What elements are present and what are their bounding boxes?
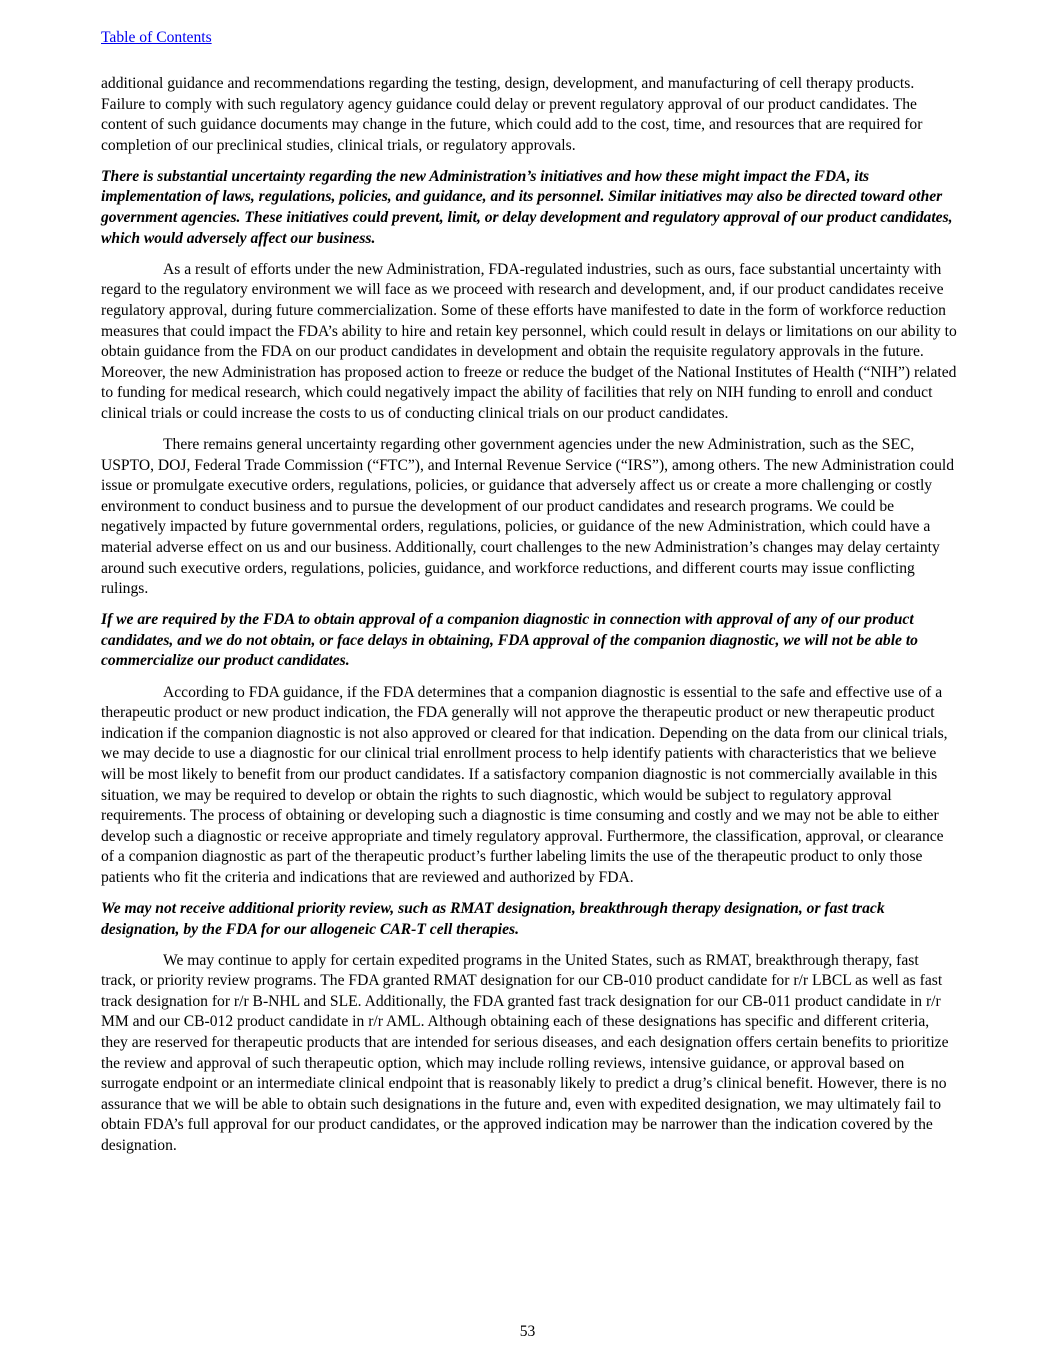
risk-heading: If we are required by the FDA to obtain approval of a companion diagnostic in connection with approval of any of our product candidates, and we do not obtain, or face delays in obtaining, FDA approval of the companion diagnostic, we will not be able to commercialize our product candidates. bbox=[101, 611, 918, 670]
body-paragraph: As a result of efforts under the new Administration, FDA-regulated industries, such as ours, face substantial uncertainty with regard to the regulatory environment we will face as we proceed with research and development, and, if our product candidates receive regulatory approval, during future commercialization. Some of these efforts have manifested to date in the form of workforce reduction measures that could impact the FDA’s ability to hire and retain key personnel, which could result in delays or limitations on our ability to obtain guidance from the FDA on our product candidates in development and obtain the requisite regulatory approvals in the future. Moreover, the new Administration has proposed action to freeze or reduce the budget of the National Institutes of Health (“NIH”) related to funding for medical research, which could negatively impact the ability of facilities that rely on NIH funding to enroll and conduct clinical trials or could increase the costs to us of conducting clinical trials on our product candidates. bbox=[101, 260, 957, 422]
body-paragraph: According to FDA guidance, if the FDA determines that a companion diagnostic is essential to the safe and effective use of a therapeutic product or new product indication, the FDA generally will not approve the therapeutic product or new therapeutic product indication if the companion diagnostic is not also approved or cleared for that indication. Depending on the data from our clinical trials, we may decide to use a diagnostic for our clinical trial enrollment process to help identify patients with characteristics that we believe will be most likely to benefit from our product candidates. If a satisfactory companion diagnostic is not commercially available in this situation, we may be required to develop or obtain the rights to such diagnostic, which would be subject to regulatory approval requirements. The process of obtaining or developing such a diagnostic is time consuming and costly and we may not be able to either develop such a diagnostic or receive appropriate and timely regulatory approval. Furthermore, the classification, approval, or clearance of a companion diagnostic as part of the therapeutic product’s further labeling limits the use of the therapeutic product to only those patients who fit the criteria and indications that are reviewed and authorized by FDA. bbox=[101, 683, 948, 886]
document-body bbox=[101, 74, 957, 1167]
body-paragraph: We may continue to apply for certain expedited programs in the United States, such as RMAT, breakthrough therapy, fast track, or priority review programs. The FDA granted RMAT designation for our CB-010 product candidate for r/r LBCL as well as fast track designation for r/r B-NHL and SLE. Additionally, the FDA granted fast track designation for our CB-011 product candidate in r/r MM and our CB-012 product candidate in r/r AML. Although obtaining each of these designations has specific and different criteria, they are reserved for therapeutic products that are intended for serious diseases, and each designation offers certain benefits to prioritize the review and approval of such therapeutic option, which may include rolling reviews, intensive guidance, or approval based on surrogate endpoint or an intermediate clinical endpoint that is reasonably likely to predict a drug’s clinical benefit. However, there is no assurance that we will be able to obtain such designations in the future and, even with expedited designation, we may ultimately fail to obtain FDA’s full approval for our product candidates, or the approved indication may be narrower than the indication covered by the designation. bbox=[101, 951, 949, 1154]
page-number: 53 bbox=[519, 1323, 536, 1340]
table-of-contents-link[interactable]: Table of Contents bbox=[101, 29, 212, 46]
risk-heading: We may not receive additional priority review, such as RMAT designation, breakthrough therapy designation, or fast track designation, by the FDA for our allogeneic CAR-T cell therapies. bbox=[101, 899, 885, 938]
body-paragraph: There remains general uncertainty regarding other government agencies under the new Administration, such as the SEC, USPTO, DOJ, Federal Trade Commission (“FTC”), and Internal Revenue Service (“IRS”), among others. The new Administration could issue or promulgate executive orders, regulations, policies, or guidance that adversely affect us or create a more challenging or costly environment to conduct business and to pursue the development of our product candidates and research programs. We could be negatively impacted by future governmental orders, regulations, policies, or guidance of the new Administration, which could have a material adverse effect on us and our business. Additionally, court challenges to the new Administration’s changes may delay certainty around such executive orders, regulations, policies, guidance, and workforce reductions, and different courts may issue conflicting rulings. bbox=[101, 436, 955, 598]
paragraph-continuation: additional guidance and recommendations regarding the testing, design, development, and manufacturing of cell therapy products. Failure to comply with such regulatory agency guidance could delay or prevent regulatory approval of our product candidates. The content of such guidance documents may change in the future, which could add to the cost, time, and resources that are required for completion of our preclinical studies, clinical trials, or regulatory approvals. bbox=[101, 75, 923, 154]
risk-heading: There is substantial uncertainty regarding the new Administration’s initiatives and how these might impact the FDA, its implementation of laws, regulations, policies, and guidance, and its personnel. Similar initiatives may also be directed toward other government agencies. These initiatives could prevent, limit, or delay development and regulatory approval of our product candidates, which would adversely affect our business. bbox=[101, 167, 953, 247]
